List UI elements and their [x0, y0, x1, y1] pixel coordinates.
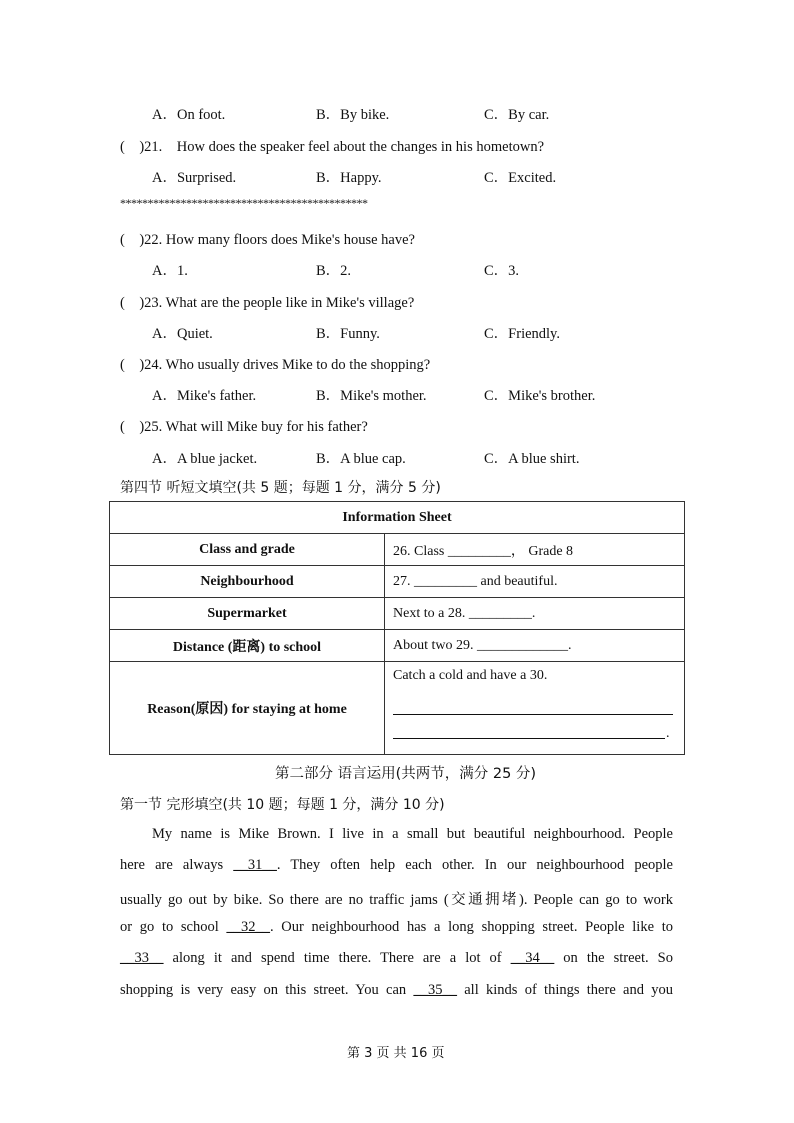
row-label-neighbourhood: Neighbourhood — [110, 566, 385, 598]
q23-option-b: B．Funny. — [316, 326, 380, 342]
blank-31: __31__ — [233, 857, 277, 873]
q23-option-c: C．Friendly. — [484, 326, 560, 342]
q25-option-b: B．A blue cap. — [316, 451, 406, 467]
table-row — [110, 566, 685, 598]
question-24: ( )24. Who usually drives Mike to do the shopping? — [120, 357, 431, 373]
q20-option-c: C．By car. — [484, 107, 550, 123]
q24-option-c: C．Mike's brother. — [484, 388, 596, 404]
row-value-reason — [385, 662, 685, 755]
blank-34: __34__ — [510, 950, 555, 966]
q20-option-a: A．On foot. — [152, 107, 226, 123]
table-row — [110, 534, 685, 566]
page-footer: 第 3 页 共 16 页 — [347, 1046, 445, 1061]
passage-line-4: or go to school __32__. Our neighbourhood has a long shopping street. People like to — [120, 919, 673, 935]
passage-line-2: here are always __31__. They often help each other. In our neighbourhood people — [120, 857, 673, 873]
q20-option-b: B．By bike. — [316, 107, 390, 123]
answer-line — [393, 684, 673, 715]
passage-line-3: usually go out by bike. So there are no traffic jams (交通拥堵). People can go to work — [120, 892, 673, 908]
blank-32: __32__ — [226, 919, 270, 935]
passage-line-1: My name is Mike Brown. I live in a small but beautiful neighbourhood. People — [152, 826, 673, 842]
q21-option-a: A．Surprised. — [152, 170, 237, 186]
question-21: ( )21. How does the speaker feel about the changes in his hometown? — [120, 139, 545, 155]
answer-line-2: . — [393, 715, 673, 742]
row-value-supermarket: Next to a 28. _________. — [385, 598, 685, 630]
row-label-reason: Reason(原因) for staying at home — [110, 662, 385, 755]
star-divider: ********************************************* — [120, 196, 368, 210]
q21-option-c: C．Excited. — [484, 170, 557, 186]
q24-option-a: A．Mike's father. — [152, 388, 257, 404]
row-value-neighbourhood: 27. _________ and beautiful. — [385, 566, 685, 598]
q25-option-c: C．A blue shirt. — [484, 451, 580, 467]
table-row — [110, 662, 685, 755]
q24-option-b: B．Mike's mother. — [316, 388, 427, 404]
row-value-distance: About two 29. _____________. — [385, 630, 685, 662]
blank-33: __33__ — [120, 950, 164, 966]
q25-option-a: A．A blue jacket. — [152, 451, 258, 467]
question-23: ( )23. What are the people like in Mike's village? — [120, 295, 415, 311]
q22-option-c: C．3. — [484, 263, 520, 279]
question-22: ( )22. How many floors does Mike's house have? — [120, 232, 415, 248]
q23-option-a: A．Quiet. — [152, 326, 213, 342]
row-label-supermarket: Supermarket — [110, 598, 385, 630]
passage-line-6: shopping is very easy on this street. You can __35__ all kinds of things there and you — [120, 982, 674, 998]
row-label-distance: Distance (距离) to school — [110, 630, 385, 662]
reason-text: Catch a cold and have a 30. — [393, 668, 548, 683]
information-sheet-table — [109, 501, 685, 755]
table-row — [110, 630, 685, 662]
part-2-title: 第二部分 语言运用(共两节，满分 25 分) — [275, 766, 537, 782]
blank-35: __35__ — [413, 982, 457, 998]
table-title: Information Sheet — [110, 502, 685, 534]
row-label-class-grade: Class and grade — [110, 534, 385, 566]
row-value-class-grade: 26. Class _________， Grade 8 — [385, 534, 685, 566]
q22-option-a: A．1. — [152, 263, 188, 279]
q22-option-b: B．2. — [316, 263, 352, 279]
section-4-title: 第四节 听短文填空(共 5 题；每题 1 分，满分 5 分) — [120, 480, 441, 496]
passage-line-5: __33__ along it and spend time there. There are a lot of __34__ on the street. So — [120, 950, 673, 966]
question-25: ( )25. What will Mike buy for his father? — [120, 419, 368, 435]
table-row — [110, 598, 685, 630]
section-1-title: 第一节 完形填空(共 10 题；每题 1 分，满分 10 分) — [120, 797, 445, 813]
q21-option-b: B．Happy. — [316, 170, 382, 186]
